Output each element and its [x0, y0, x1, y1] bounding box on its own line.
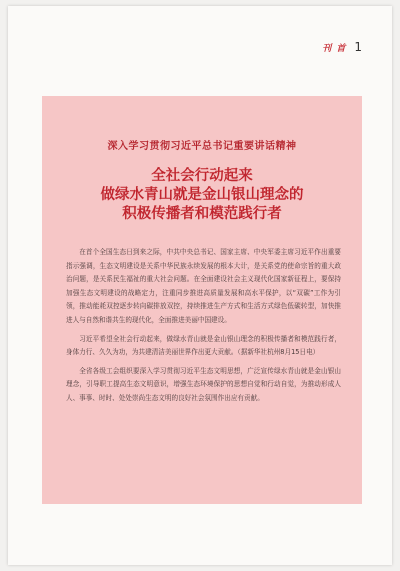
- page-header: [322, 40, 362, 54]
- page-number: 1: [354, 40, 362, 54]
- magazine-page: [8, 6, 392, 565]
- section-label: 刊 首: [322, 44, 347, 54]
- article-kicker: 深入学习贯彻习近平总书记重要讲话精神: [107, 141, 297, 152]
- body-paragraph: 在首个全国生态日到来之际，中共中央总书记、国家主席、中央军委主席习近平作出重要指示强调，生态文明建设是关系中华民族永续发展的根本大计，是关系党的使命宗旨的重大政治问题，是关系民生福祉的重大社会问题。在全面建设社会主义现代化国家新征程上，要保持加强生态文明建设的战略定力，注重同步推进高质量发展和高水平保护，以“双碳”工作为引领，推动能耗双控逐步转向碳排放双控，持续推进生产方式和生活方式绿色低碳转型，加快推进人与自然和谐共生的现代化，全面推进美丽中国建设。: [66, 248, 341, 324]
- article-headline: [42, 166, 362, 223]
- headline-line: 积极传播者和模范践行者: [122, 205, 282, 222]
- headline-line: 做绿水青山就是金山银山理念的: [100, 186, 304, 203]
- body-paragraph: 全省各级工会组织要深入学习贯彻习近平生态文明思想，广泛宣传绿水青山就是金山银山理念，引导职工提高生态文明意识，增强生态环境保护的思想自觉和行动自觉，为推动形成人人、事事、时时、处处崇尚生态文明的良好社会氛围作出应有贡献。: [66, 366, 341, 402]
- article-body: [66, 246, 341, 411]
- headline-line: 全社会行动起来: [151, 167, 253, 184]
- body-paragraph: 习近平希望全社会行动起来，做绿水青山就是金山银山理念的积极传播者和模范践行者，身体力行、久久为功，为共建清洁美丽世界作出更大贡献。（据新华社杭州8月15日电）: [66, 334, 341, 357]
- article-panel: [42, 96, 362, 504]
